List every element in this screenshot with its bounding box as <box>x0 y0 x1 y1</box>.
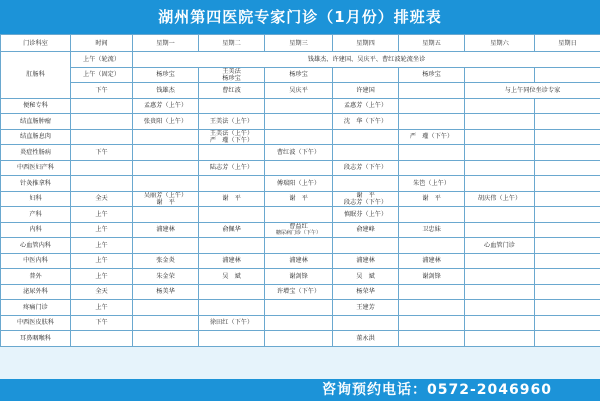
schedule-cell: 浦建林 <box>199 253 265 269</box>
time-cell <box>71 331 133 347</box>
time-cell: 下午 <box>71 315 133 331</box>
schedule-cell <box>535 284 600 300</box>
table-row <box>1 300 600 316</box>
schedule-cell: 浦建林 <box>133 222 199 238</box>
schedule-cell <box>399 160 465 176</box>
schedule-cell: 严 瓘（下午） <box>399 129 465 145</box>
schedule-table <box>0 34 600 347</box>
schedule-cell <box>535 253 600 269</box>
schedule-cell: 钱雄杰、许建国、吴庆平、曹红波轮流坐诊 <box>133 52 600 68</box>
schedule-cell: 董永洪 <box>333 331 399 347</box>
doctor-name: 王美法 <box>222 67 241 75</box>
schedule-cell <box>465 98 535 114</box>
schedule-cell <box>265 300 333 316</box>
table-row <box>1 331 600 347</box>
header-fri: 星期五 <box>399 35 465 52</box>
schedule-cell <box>399 331 465 347</box>
schedule-cell <box>333 145 399 161</box>
doctor-name: 段志芳（下午） <box>343 198 388 206</box>
schedule-cell <box>133 145 199 161</box>
time-cell: 全天 <box>71 284 133 300</box>
table-row <box>1 269 600 285</box>
schedule-cell <box>535 191 600 207</box>
schedule-cell <box>333 191 399 207</box>
header-wed: 星期三 <box>265 35 333 52</box>
dept-cell: 耳鼻咽喉科 <box>1 331 71 347</box>
schedule-cell: 谢 平 <box>399 191 465 207</box>
schedule-title: 湖州第四医院专家门诊（1月份）排班表 <box>0 0 600 34</box>
table-row <box>1 284 600 300</box>
dept-cell: 中西医妇产科 <box>1 160 71 176</box>
schedule-cell <box>265 207 333 223</box>
schedule-cell <box>465 145 535 161</box>
schedule-cell: 谢 平 <box>199 191 265 207</box>
schedule-cell <box>133 129 199 145</box>
table-row <box>1 145 600 161</box>
table-row <box>1 253 600 269</box>
schedule-cell <box>535 98 600 114</box>
schedule-cell <box>333 129 399 145</box>
schedule-cell <box>535 145 600 161</box>
dept-cell: 普外 <box>1 269 71 285</box>
schedule-cell: 沈 华（下午） <box>333 114 399 130</box>
schedule-cell: 浦建林 <box>265 253 333 269</box>
schedule-cell <box>265 114 333 130</box>
schedule-cell: 俞建峰 <box>333 222 399 238</box>
time-cell <box>71 129 133 145</box>
schedule-cell <box>465 222 535 238</box>
schedule-cell: 王美法（上午） <box>199 114 265 130</box>
schedule-cell <box>535 207 600 223</box>
time-cell: 下午 <box>71 145 133 161</box>
schedule-cell <box>535 269 600 285</box>
time-cell: 上午 <box>71 222 133 238</box>
schedule-cell <box>465 331 535 347</box>
time-cell: 上午 <box>71 300 133 316</box>
schedule-cell <box>265 331 333 347</box>
dept-cell: 结直肠息肉 <box>1 129 71 145</box>
header-mon: 星期一 <box>133 35 199 52</box>
schedule-cell: 心血管门诊 <box>465 238 535 254</box>
schedule-cell: 浦建林 <box>399 253 465 269</box>
clinic-note: 糖尿病门诊（下午） <box>275 229 321 236</box>
time-cell: 上午（固定） <box>71 67 133 83</box>
schedule-cell <box>399 145 465 161</box>
schedule-cell: 慎眠芬（上午） <box>333 207 399 223</box>
schedule-cell: 王建芳 <box>333 300 399 316</box>
schedule-cell: 曹红波（下午） <box>265 145 333 161</box>
header-tue: 星期二 <box>199 35 265 52</box>
schedule-cell <box>535 114 600 130</box>
time-cell: 上午 <box>71 253 133 269</box>
dept-cell: 结直肠肿瘤 <box>1 114 71 130</box>
table-row <box>1 129 600 145</box>
schedule-cell <box>133 191 199 207</box>
schedule-cell <box>465 176 535 192</box>
schedule-cell <box>465 315 535 331</box>
dept-cell: 便秘专科 <box>1 98 71 114</box>
schedule-cell: 俞佩华 <box>199 222 265 238</box>
schedule-cell <box>133 300 199 316</box>
schedule-cell: 许建国 <box>333 83 399 99</box>
schedule-cell: 吴庆平 <box>265 83 333 99</box>
schedule-cell: 胡庆伟（上午） <box>465 191 535 207</box>
schedule-cell <box>199 98 265 114</box>
schedule-cell <box>333 238 399 254</box>
schedule-cell <box>399 114 465 130</box>
schedule-cell <box>265 315 333 331</box>
schedule-cell: 张金炎 <box>133 253 199 269</box>
table-row <box>1 52 600 68</box>
dept-cell: 疼痛门诊 <box>1 300 71 316</box>
schedule-cell <box>199 129 265 145</box>
schedule-cell: 陆志芳（上午） <box>199 160 265 176</box>
schedule-cell: 朱金荣 <box>133 269 199 285</box>
schedule-cell <box>133 315 199 331</box>
schedule-cell: 杨珍宝 <box>133 67 199 83</box>
schedule-cell: 段志芳（下午） <box>333 160 399 176</box>
schedule-cell <box>465 253 535 269</box>
schedule-cell <box>465 114 535 130</box>
table-row <box>1 222 600 238</box>
schedule-cell: 浦建林 <box>333 253 399 269</box>
time-cell: 上午 <box>71 269 133 285</box>
schedule-cell <box>399 98 465 114</box>
doctor-name: 谢 平 <box>156 198 175 206</box>
schedule-cell: 傅瑞阳（上午） <box>265 176 333 192</box>
header-sat: 星期六 <box>465 35 535 52</box>
schedule-cell <box>199 331 265 347</box>
schedule-cell <box>399 300 465 316</box>
table-row <box>1 98 600 114</box>
schedule-cell <box>465 207 535 223</box>
dept-cell: 中医内科 <box>1 253 71 269</box>
schedule-cell <box>333 67 399 83</box>
dept-cell: 针灸推拿科 <box>1 176 71 192</box>
dept-cell: 产科 <box>1 207 71 223</box>
header-dept: 门诊科室 <box>1 35 71 52</box>
doctor-name: 杨珍宝 <box>222 74 241 82</box>
schedule-cell: 杨珍宝 <box>399 67 465 83</box>
table-row <box>1 67 600 83</box>
schedule-cell <box>265 160 333 176</box>
table-row <box>1 238 600 254</box>
doctor-name: 吴丽芳（上午） <box>143 191 188 199</box>
table-row <box>1 315 600 331</box>
schedule-cell: 吴 斌 <box>333 269 399 285</box>
schedule-cell <box>399 284 465 300</box>
schedule-cell: 孟惠芳（上午） <box>333 98 399 114</box>
schedule-cell <box>535 129 600 145</box>
schedule-cell: 卫忠妹 <box>399 222 465 238</box>
schedule-cell <box>333 315 399 331</box>
schedule-cell: 孟惠芳（上午） <box>133 98 199 114</box>
schedule-cell: 杨荣华 <box>333 284 399 300</box>
schedule-cell <box>265 98 333 114</box>
dept-cell: 泌尿外科 <box>1 284 71 300</box>
schedule-cell <box>133 160 199 176</box>
schedule-cell <box>535 176 600 192</box>
schedule-cell <box>265 238 333 254</box>
table-row <box>1 160 600 176</box>
time-cell <box>71 176 133 192</box>
schedule-cell <box>199 300 265 316</box>
dept-cell: 心血管内科 <box>1 238 71 254</box>
doctor-name: 严 瓘（下午） <box>209 136 254 144</box>
schedule-cell <box>399 207 465 223</box>
schedule-cell <box>199 284 265 300</box>
schedule-cell <box>199 238 265 254</box>
dept-cell: 肛肠科 <box>1 52 71 99</box>
schedule-cell <box>199 176 265 192</box>
schedule-cell: 谢剑锋 <box>399 269 465 285</box>
table-row <box>1 191 600 207</box>
schedule-cell: 曹红波 <box>199 83 265 99</box>
table-row <box>1 207 600 223</box>
schedule-cell: 杨美华 <box>133 284 199 300</box>
schedule-cell: 与上午同位坐诊专家 <box>465 83 600 99</box>
schedule-cell <box>535 67 600 83</box>
schedule-cell <box>535 300 600 316</box>
schedule-cell: 杨珍宝 <box>265 67 333 83</box>
schedule-cell: 谢 平 <box>265 191 333 207</box>
schedule-cell <box>465 269 535 285</box>
dept-cell: 炎症性肠病 <box>1 145 71 161</box>
doctor-name: 谢 平 <box>356 191 375 199</box>
time-cell: 上午 <box>71 207 133 223</box>
header-thu: 星期四 <box>333 35 399 52</box>
schedule-cell <box>465 67 535 83</box>
time-cell: 全天 <box>71 191 133 207</box>
schedule-cell <box>133 238 199 254</box>
time-cell: 下午 <box>71 83 133 99</box>
schedule-cell <box>535 238 600 254</box>
schedule-cell <box>465 160 535 176</box>
doctor-name: 王美法（上午） <box>209 129 254 137</box>
doctor-name: 曹益红 <box>289 222 308 230</box>
schedule-cell: 许增宝（下午） <box>265 284 333 300</box>
table-row <box>1 114 600 130</box>
schedule-cell <box>133 207 199 223</box>
schedule-cell: 谢剑锋 <box>265 269 333 285</box>
schedule-cell <box>265 129 333 145</box>
time-cell <box>71 114 133 130</box>
schedule-cell <box>535 315 600 331</box>
schedule-cell <box>333 176 399 192</box>
schedule-cell <box>535 222 600 238</box>
schedule-cell <box>199 145 265 161</box>
header-time: 时间 <box>71 35 133 52</box>
dept-cell: 妇科 <box>1 191 71 207</box>
schedule-cell <box>265 222 333 238</box>
schedule-cell: 朱笆（上午） <box>399 176 465 192</box>
schedule-cell <box>399 315 465 331</box>
schedule-cell <box>465 300 535 316</box>
schedule-cell <box>535 331 600 347</box>
booking-phone-banner: 咨询预约电话：0572-2046960 <box>0 379 600 401</box>
schedule-cell: 张贵阳（上午） <box>133 114 199 130</box>
time-cell <box>71 98 133 114</box>
time-cell <box>71 160 133 176</box>
time-cell: 上午（轮流） <box>71 52 133 68</box>
schedule-cell <box>465 284 535 300</box>
schedule-grid <box>0 34 600 347</box>
time-cell: 上午 <box>71 238 133 254</box>
schedule-cell <box>465 129 535 145</box>
schedule-cell <box>133 331 199 347</box>
schedule-cell <box>399 238 465 254</box>
schedule-cell <box>399 83 465 99</box>
table-row <box>1 83 600 99</box>
header-sun: 星期日 <box>535 35 600 52</box>
schedule-cell <box>535 160 600 176</box>
dept-cell: 内科 <box>1 222 71 238</box>
schedule-cell: 吴 斌 <box>199 269 265 285</box>
table-row <box>1 176 600 192</box>
header-row <box>1 35 600 52</box>
schedule-cell <box>133 176 199 192</box>
schedule-cell <box>199 67 265 83</box>
dept-cell: 中西医皮肤科 <box>1 315 71 331</box>
schedule-cell <box>199 207 265 223</box>
schedule-cell: 钱雄杰 <box>133 83 199 99</box>
schedule-cell: 徐田红（下午） <box>199 315 265 331</box>
